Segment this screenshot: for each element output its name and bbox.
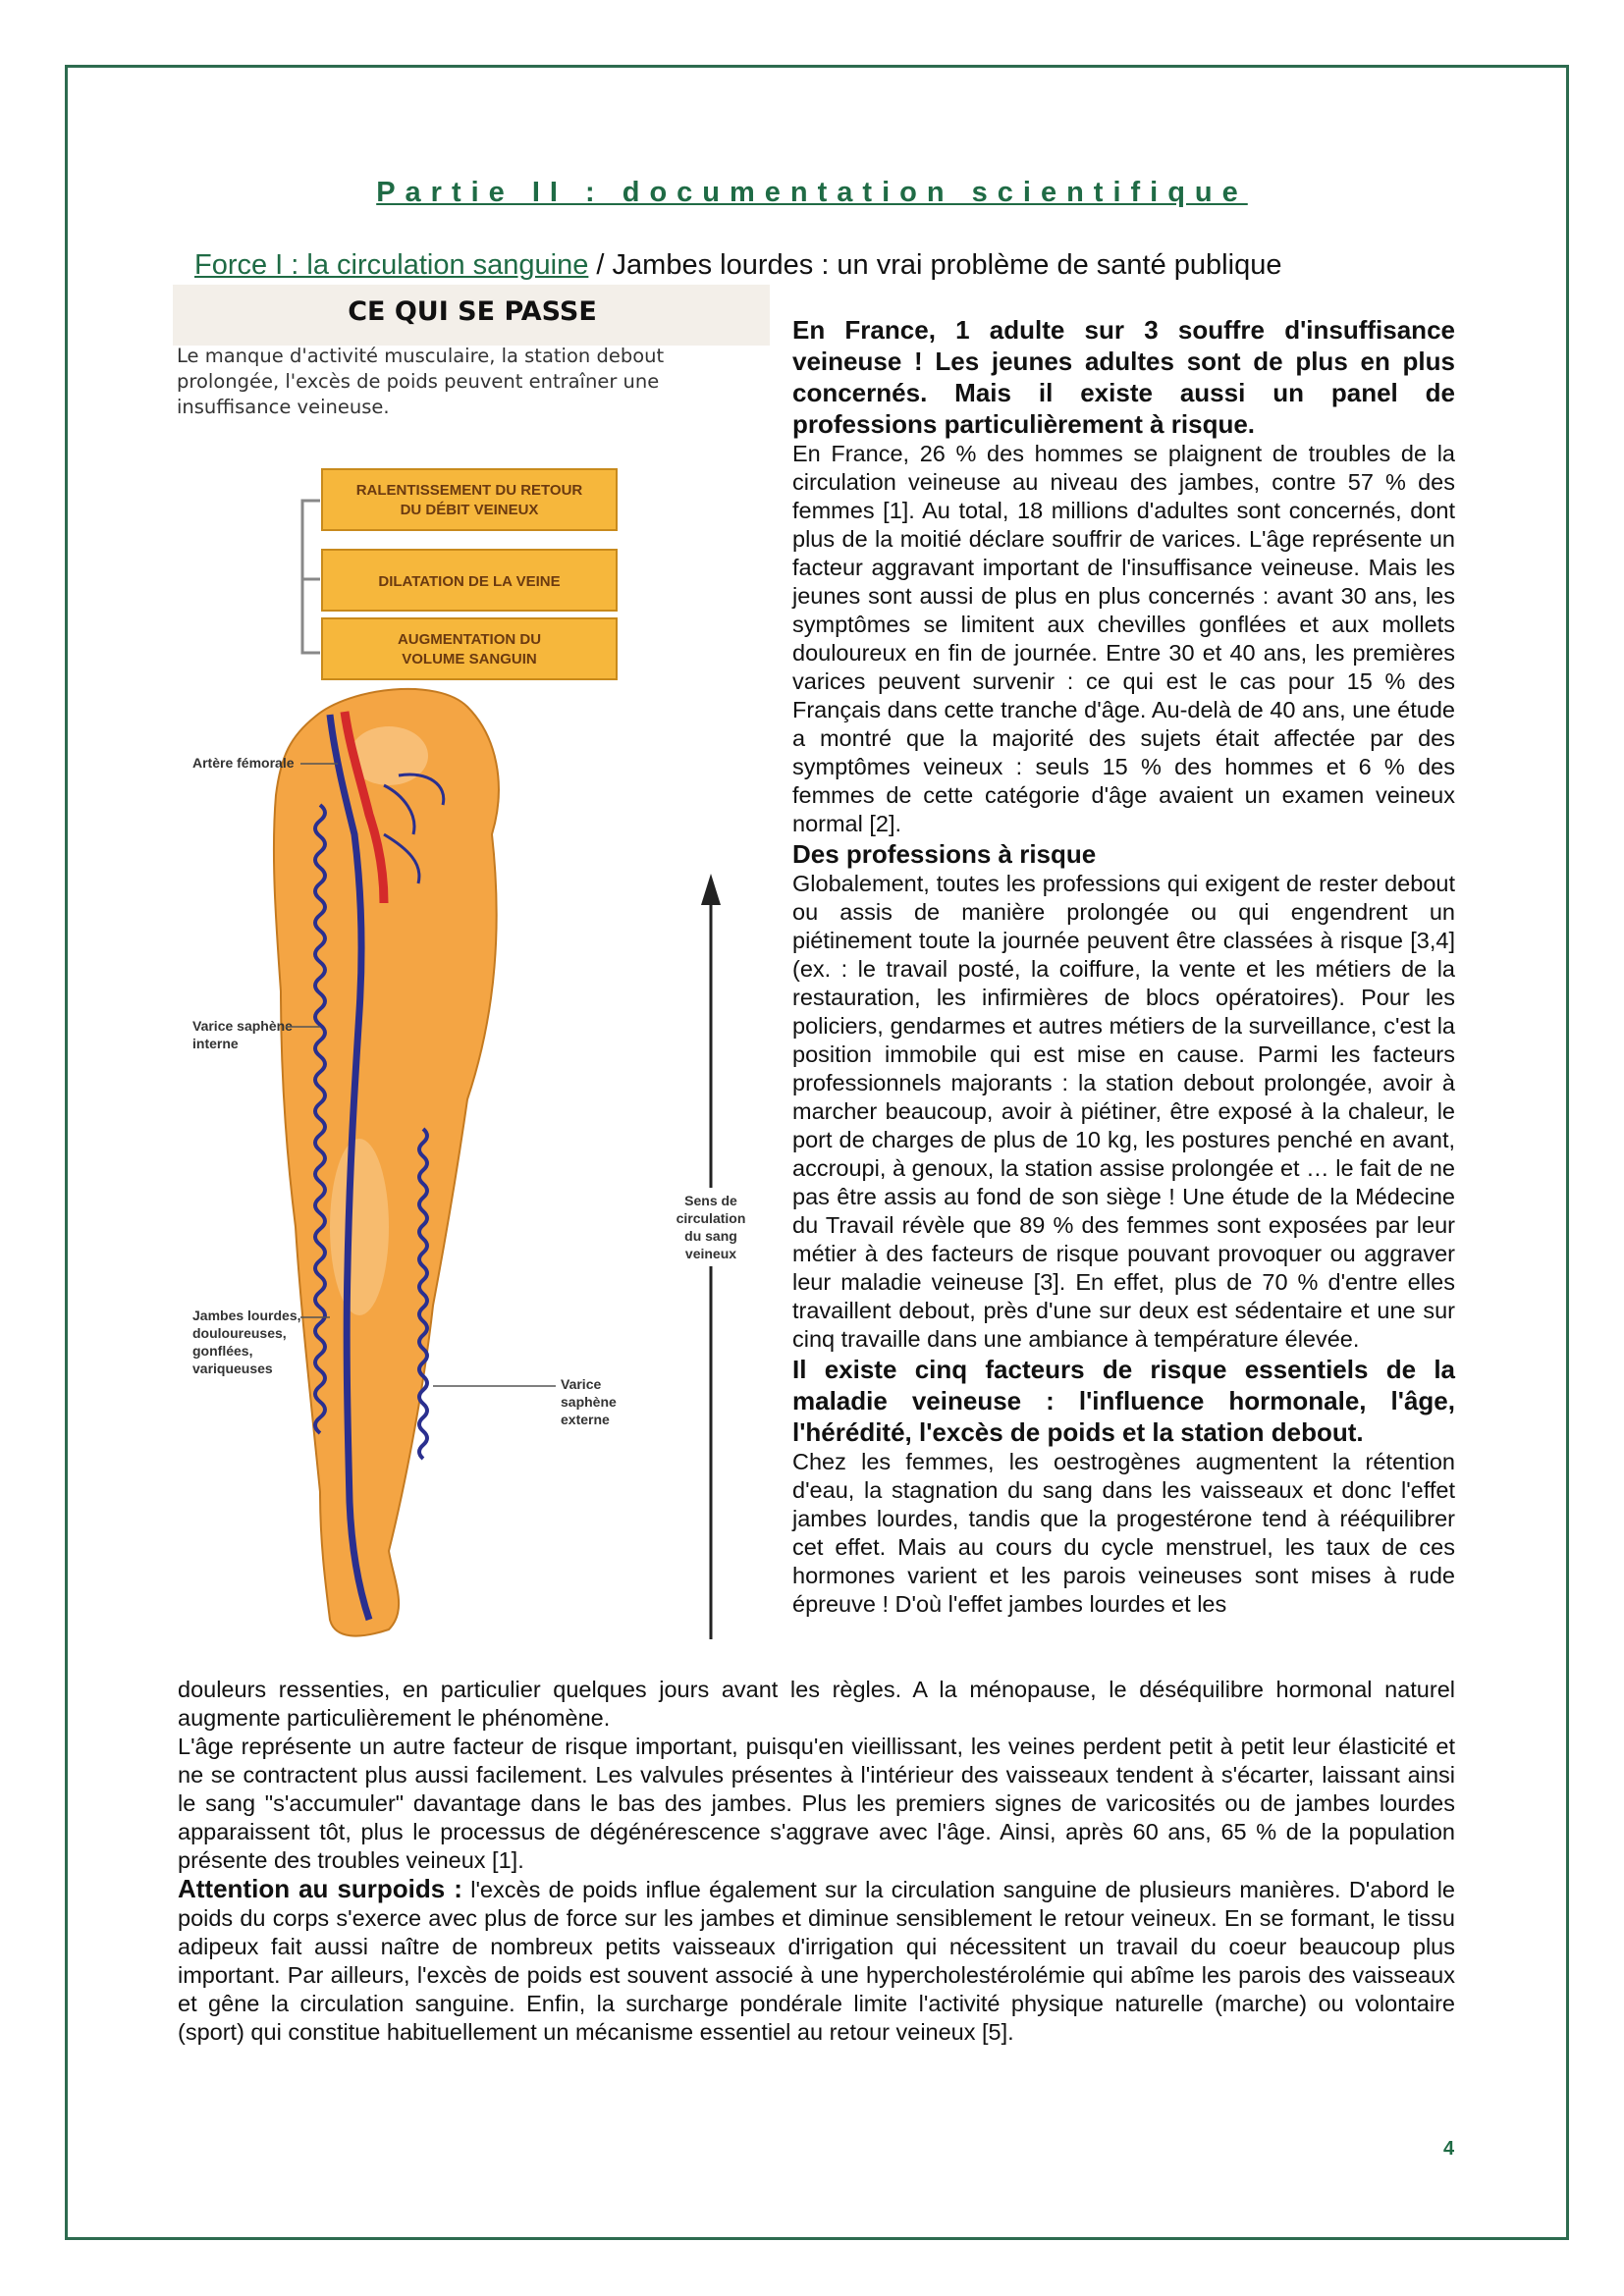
surpoids-text: l'excès de poids influe également sur la circulation sanguine de plusieurs manières. D'abord le poids du corps s'exerce avec plus de force sur les jambes et diminue sensiblement le retour veineux. En se formant, le tissu adipeux fait aussi naître de nombreux petits vaisseaux d'irrigation qui nécessitent un travail du coeur beaucoup plus important. Par ailleurs, l'excès de poids est souvent associé à une hypercholestérolémie qui abîme les parois des vaisseaux et gêne la circulation sanguine. Enfin, la surcharge pondérale limite l'activité physique naturelle (marche) ou volontaire (sport) qui constitue habituellement un mécanisme essentiel au retour veineux [5]. <box>178 1877 1455 2045</box>
box1-line2: DU DÉBIT VEINEUX <box>400 502 539 518</box>
leg-shape <box>274 689 499 1636</box>
box-augmentation <box>322 618 617 679</box>
label-jambes-2: douloureuses, <box>192 1325 287 1341</box>
paragraph-surpoids <box>178 1875 1455 2047</box>
page-number: 4 <box>1443 2138 1455 2160</box>
box-ralentissement <box>322 469 617 530</box>
heading-professions: Des professions à risque <box>792 839 1097 869</box>
paragraph-professions: Globalement, toutes les professions qui exigent de rester debout ou assis de manière prolongée ou qui engendrent un piétinement toute la journée peuvent être classées à risque [3,4] (ex. : le travail posté, la coiffure, la vente et les métiers de la restauration, les infirmières de blocs opératoires). Pour les policiers, gendarmes et autres métiers de la surveillance, c'est la position immobile qui est mise en cause. Parmi les facteurs professionnels majorants : la station debout prolongée, avoir à marcher beaucoup, avoir à piétiner, être exposé à la chaleur, le port de charges de plus de 10 kg, les postures penché en avant, accroupi, à genoux, la station assise prolongée et … le fait de ne pas être assis au fond de son siège ! Une étude de la Médecine du Travail révèle que 89 % des femmes sont exposées par leur métier à des facteurs de risque pouvant provoquer ou aggraver leur maladie veineuse [3]. En effet, plus de 70 % d'entre elles travaillent debout, près d'une sur deux est sédentaire et une sur cinq travaille dans une ambiance à température élevée. <box>792 871 1455 1352</box>
subtitle-link[interactable]: Force I : la circulation sanguine <box>194 249 589 281</box>
label-jambes-3: gonflées, <box>192 1343 253 1359</box>
intro-lead: En France, 1 adulte sur 3 souffre d'insuffisance veineuse ! Les jeunes adultes sont de plus en plus concernés. Mais il existe aussi un panel de professions particulièrement à risque. <box>792 315 1455 439</box>
label-jambes-4: variqueuses <box>192 1361 273 1376</box>
label-jambes-1: Jambes lourdes, <box>192 1308 301 1323</box>
calf-highlight <box>330 1139 389 1315</box>
box2-line1: DILATATION DE LA VEINE <box>378 573 561 590</box>
right-column <box>792 314 1455 1619</box>
paragraph-menopause: douleurs ressenties, en particulier quelques jours avant les règles. A la ménopause, le déséquilibre hormonal naturel augmente particulièrement le phénomène. <box>178 1677 1455 1731</box>
part-title: Partie II : documentation scientifique <box>376 177 1248 208</box>
flow-arrow-head <box>701 874 721 905</box>
label-artere-femorale: Artère fémorale <box>192 755 295 771</box>
label-varice-ext-3: externe <box>561 1412 610 1427</box>
leg-vein-illustration <box>173 461 782 1659</box>
paragraph-statistics: En France, 26 % des hommes se plaignent de troubles de la circulation veineuse au niveau des jambes, contre 57 % des femmes [1]. Au total, 18 millions d'adultes sont concernés, dont plus de la moitié déclare souffrir de varices. L'âge représente un facteur aggravant important de l'insuffisance veineuse. Mais les jeunes sont aussi de plus en plus concernés : avant 30 ans, les symptômes se limitent aux chevilles gonflées et aux mollets douloureux en fin de journée. Entre 30 et 40 ans, les premières varices peuvent survenir : ce qui est le cas pour 15 % des Français dans cette tranche d'âge. Au-delà de 40 ans, une étude a montré que la majorité des sujets était affectée par des symptômes veineux : seuls 15 % des hommes et 6 % des femmes de cette catégorie d'âge avaient un examen veineux normal [2]. <box>792 441 1455 836</box>
label-sens-2: circulation <box>676 1210 746 1226</box>
sidebar-title: CE QUI SE PASSE <box>348 296 597 327</box>
sidebar-text: Le manque d'activité musculaire, la station debout prolongée, l'excès de poids peuvent entraîner une insuffisance veineuse. <box>177 345 665 418</box>
bottom-text <box>178 1676 1455 2047</box>
label-sens-1: Sens de <box>684 1193 737 1208</box>
bracket-connector <box>302 501 320 653</box>
heading-risk-factors: Il existe cinq facteurs de risque essentiels de la maladie veineuse : l'influence hormonale, l'âge, l'hérédité, l'excès de poids et la station debout. <box>792 1355 1455 1447</box>
paragraph-age: L'âge représente un autre facteur de risque important, puisqu'en vieillissant, les veines perdent petit à petit leur élasticité et ne se contractent plus aussi facilement. Les valvules présentes à l'intérieur des vaisseaux tendent à s'écarter, laissant ainsi le sang "s'accumuler" davantage dans le bas des jambes. Plus les premiers signes de varicosités ou de jambes lourdes apparaissent tôt, plus le processus de dégénérescence s'aggrave avec l'âge. Ainsi, après 60 ans, 65 % de la population présente des troubles veineux [1]. <box>178 1734 1455 1873</box>
label-sens-3: du sang <box>684 1228 737 1244</box>
label-varice-interne-1: Varice saphène <box>192 1018 293 1034</box>
box3-line2: VOLUME SANGUIN <box>402 651 537 667</box>
surpoids-lead: Attention au surpoids : <box>178 1874 462 1903</box>
label-varice-interne-2: interne <box>192 1036 239 1051</box>
subtitle-rest: / Jambes lourdes : un vrai problème de santé publique <box>588 249 1282 281</box>
box1-line1: RALENTISSEMENT DU RETOUR <box>355 482 583 499</box>
box3-line1: AUGMENTATION DU <box>397 631 542 648</box>
paragraph-hormones: Chez les femmes, les oestrogènes augmentent la rétention d'eau, la stagnation du sang dans les vaisseaux et donc l'effet jambes lourdes, tandis que la progestérone tend à rééquilibrer cet effet. Mais au cours du cycle menstruel, les taux de ces hormones varient et les parois veineuses sont mises à rude épreuve ! D'où l'effet jambes lourdes et les <box>792 1449 1455 1617</box>
label-sens-4: veineux <box>684 1246 737 1261</box>
label-varice-ext-2: saphène <box>561 1394 617 1410</box>
subtitle <box>194 249 1281 282</box>
label-varice-ext-1: Varice <box>561 1376 602 1392</box>
